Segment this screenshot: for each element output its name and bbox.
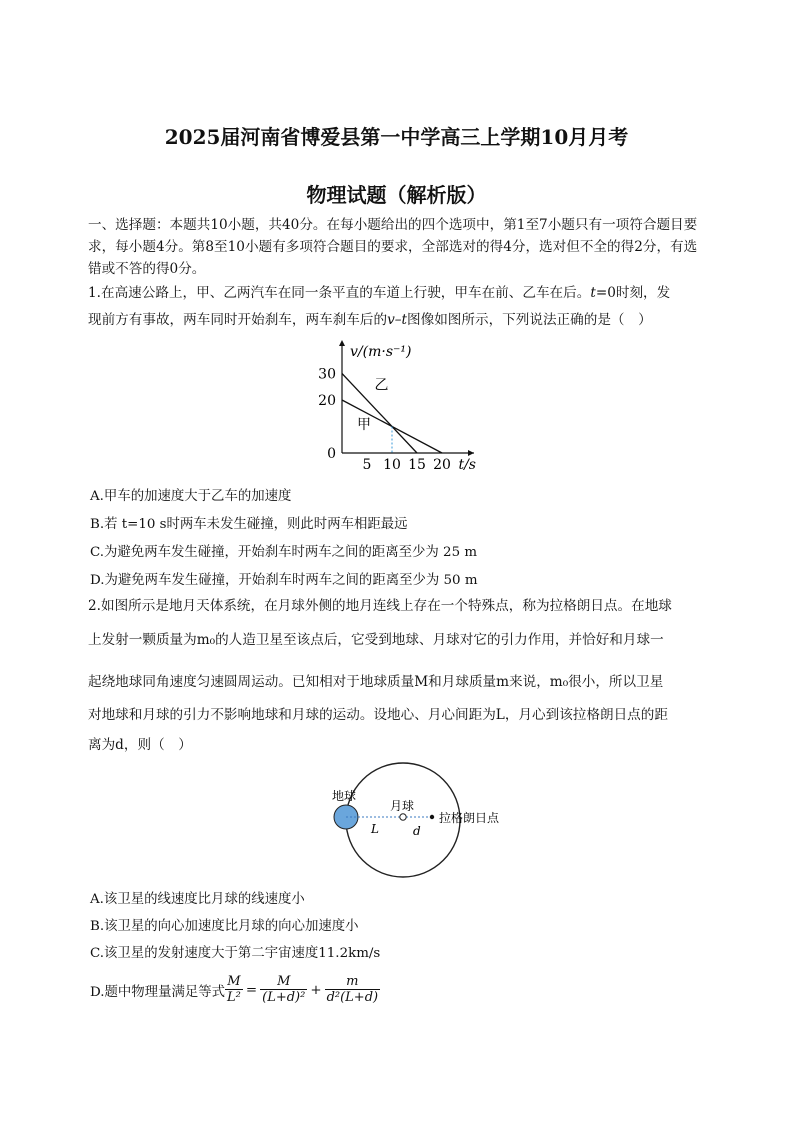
formula-plus: + [310, 982, 322, 998]
earth-label: 地球 [332, 789, 357, 803]
q1-stem-var-vt: v–t [387, 312, 408, 328]
q2-option-d [90, 974, 380, 1006]
formula-lhs-num: M [225, 974, 243, 990]
q1-stem-text-a: 1.在高速公路上，甲、乙两汽车在同一条平直的车道上行驶，甲车在前、乙车在后。 [88, 285, 591, 301]
section-instructions-line-3: 错或不答的得0分。 [88, 261, 206, 277]
x-tick-label-10: 10 [383, 457, 401, 473]
series-annotation-yi: 乙 [374, 377, 389, 394]
x-tick-label-15: 15 [408, 457, 426, 473]
x-axis-label: t/s [458, 457, 476, 473]
page-title: 2025届河南省博爱县第一中学高三上学期10月月考 [164, 125, 629, 149]
section-instructions-line-2: 求，每小题4分。第8至10小题有多项符合题目的要求，全部选对的得4分，选对但不全的得2分，有选 [88, 239, 698, 255]
q1-option-c: C.为避免两车发生碰撞，开始刹车时两车之间的距离至少为 25 m [90, 545, 478, 560]
x-tick-label-5: 5 [362, 457, 372, 473]
q1-stem-var-t: t [590, 285, 596, 301]
formula-term-1-den: (L+d)² [262, 990, 306, 1005]
y-axis-arrow [339, 340, 345, 346]
section-instructions-line-1: 一、选择题：本题共10小题，共40分。在每小题给出的四个选项中，第1至7小题只有一项符合题目要 [88, 217, 698, 233]
q1-stem-text-e: 图像如图所示，下列说法正确的是（ ） [407, 312, 652, 328]
formula-lhs [225, 974, 243, 1006]
q2-stem-line-2: 上发射一颗质量为m₀的人造卫星至该点后，它受到地球、月球对它的引力作用，并恰好和月球一 [88, 632, 664, 648]
q2-option-d-prefix: D.题中物理量满足等式 [90, 984, 226, 1000]
lagrange-point-dot [430, 815, 434, 819]
formula-term-1-num: M [260, 974, 307, 990]
q1-stem-text-d: 现前方有事故，两车同时开始刹车，两车刹车后的 [88, 312, 388, 328]
formula-term-2-num: m [325, 974, 381, 990]
q2-stem-line-1: 2.如图所示是地月天体系统，在月球外侧的地月连线上存在一个特殊点，称为拉格朗日点。在地球 [88, 598, 672, 614]
moon-label: 月球 [390, 799, 415, 813]
page-subtitle: 物理试题（解析版） [306, 183, 487, 207]
q1-stem-line-2 [88, 311, 652, 329]
moon-circle [400, 814, 406, 820]
q2-option-c: C.该卫星的发射速度大于第二宇宙速度11.2km/s [90, 946, 381, 961]
q2-option-b: B.该卫星的向心加速度比月球的向心加速度小 [90, 919, 359, 934]
formula-equals: = [245, 982, 258, 998]
q1-stem-line-1 [88, 284, 670, 302]
q1-option-b: B.若 t=10 s时两车未发生碰撞，则此时两车相距最远 [90, 517, 408, 532]
q1-option-a: A.甲车的加速度大于乙车的加速度 [90, 489, 292, 504]
formula-lhs-den: L² [227, 990, 241, 1005]
q2-stem-line-3: 起绕地球同角速度匀速圆周运动。已知相对于地球质量M和月球质量m来说，m₀很小，所以卫星 [88, 674, 664, 690]
series-annotation-jia: 甲 [357, 417, 371, 434]
d-label: d [413, 824, 421, 838]
y-axis-label: v/(m·s⁻¹) [350, 344, 412, 360]
formula-term-2 [325, 974, 381, 1006]
lagrange-point-label: 拉格朗日点 [439, 811, 500, 825]
formula-term-1 [260, 974, 307, 1006]
x-tick-label-20: 20 [433, 457, 451, 473]
vt-chart [300, 336, 500, 476]
y-tick-label-30: 30 [318, 366, 336, 383]
y-tick-label-20: 20 [318, 393, 336, 409]
q2-stem-line-5: 离为d，则（ ） [88, 737, 192, 753]
origin-label: 0 [327, 446, 336, 462]
q2-option-a: A.该卫星的线速度比月球的线速度小 [90, 892, 305, 907]
formula-term-2-den: d²(L+d) [326, 990, 379, 1005]
x-axis-arrow [468, 450, 474, 456]
q2-stem-line-4: 对地球和月球的引力不影响地球和月球的运动。设地心、月心间距为L，月心到该拉格朗日点的距 [88, 707, 668, 723]
earth-moon-diagram [280, 762, 530, 882]
q1-stem-text-c: =0时刻，发 [595, 285, 671, 301]
q1-option-d: D.为避免两车发生碰撞，开始刹车时两车之间的距离至少为 50 m [90, 573, 478, 588]
L-label: L [371, 822, 379, 836]
